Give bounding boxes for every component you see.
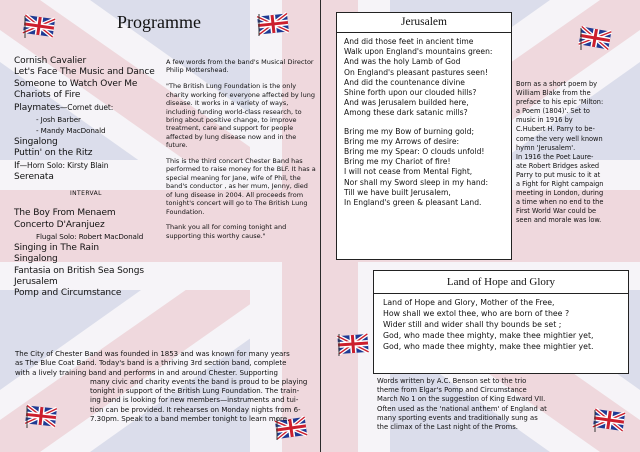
programme-item-note: —Horn Solo: Kirsty Blain — [19, 160, 109, 170]
poem-line: Bring me my Arrows of desire: — [344, 136, 460, 146]
union-jack-flag-icon — [256, 12, 290, 36]
union-jack-flag-icon — [578, 26, 612, 50]
note-line: a Poem (1804)'. Set to — [516, 107, 590, 116]
note-line: William Blake from the — [516, 89, 591, 98]
programme-soloist: - Mandy MacDonald — [36, 126, 106, 136]
poem-line: God, who made thee mighty, make thee mightier yet, — [383, 331, 594, 340]
page-fold-line — [320, 0, 321, 452]
poem-line: Till we have built Jerusalem, — [344, 187, 451, 197]
director-words — [166, 58, 316, 248]
note-line: music in 1916 by — [516, 116, 573, 125]
history-line: as The Blue Coat Band. Today's band is a thriving 3rd section band, complete — [15, 359, 287, 368]
programme-item: Cornish Cavalier — [14, 56, 87, 66]
poem-line: Among these dark satanic mills? — [344, 108, 468, 118]
programme-item: Serenata — [14, 172, 54, 183]
note-line: Born as a short poem by — [516, 80, 598, 88]
poem-line: In England's green & pleasant Land. — [344, 198, 482, 208]
programme-item: Let's Face The Music and Dance — [14, 67, 155, 78]
history-line: tonight in support of the British Lung Foundation. The train- — [90, 387, 300, 396]
poem-line: And did those feet in ancient time — [344, 37, 474, 46]
programme-item: Someone to Watch Over Me — [14, 78, 138, 89]
note-line: Parry to put music to it at — [516, 170, 601, 179]
director-paragraph: This is the third concert Chester Band has performed to raise money for the BLF. It has a special meaning for Jane, wife of Phil, the band's conductor , as her mum, Jenny, died of lung disease in 2004. All proceeds from tonight's concert will go to The British Lung Foundation. — [166, 157, 316, 216]
poem-line: Bring me my Spear: O clouds unfold! — [344, 147, 485, 157]
jerusalem-note — [516, 80, 630, 226]
poem-line: On England's pleasant pastures seen! — [344, 67, 488, 77]
director-paragraph: "The British Lung Foundation is the only charity working for everyone affected by lung disease. It works in a variety of ways, including funding world-class research, to bring about positive change, to improve treatment, care and support for people affected by lung disease now and in the future. — [166, 82, 315, 150]
poem-line: Land of Hope and Glory, Mother of the Free, — [383, 298, 555, 307]
jerusalem-box — [336, 12, 512, 260]
land-of-hope-poem — [374, 294, 628, 355]
note-line: hymn 'Jerusalem'. — [516, 143, 576, 152]
programme-title: Programme — [117, 12, 201, 32]
poem-line: Nor shall my Sword sleep in my hand: — [344, 177, 489, 187]
note-line: Often used as the 'national anthem' of England at — [377, 404, 547, 413]
programme-soloist: Flugal Solo: Robert MacDonald — [36, 232, 144, 242]
programme-item: If—Horn Solo: Kirsty Blain — [14, 160, 109, 171]
history-line: many civic and charity events the band is proud to be playing — [90, 377, 308, 386]
jerusalem-poem — [337, 33, 511, 212]
note-line: Words written by A.C. Benson set to the trio — [377, 377, 527, 385]
programme-item: Concerto D'Aranjuez — [14, 219, 105, 230]
history-line: with a lively training band and performs in and around Chester. Supporting — [15, 368, 278, 377]
programme-item: Singalong — [14, 254, 58, 265]
union-jack-flag-icon — [336, 332, 370, 356]
note-line: preface to his epic 'Milton: — [516, 98, 604, 107]
land-of-hope-title: Land of Hope and Glory — [374, 271, 628, 294]
director-paragraph: Thank you all for coming tonight and supporting this worthy cause." — [166, 223, 287, 240]
programme-item: Playmates—Cornet duet: — [14, 102, 114, 113]
note-line: March No 1 on the suggestion of King Edward VII. — [377, 395, 546, 404]
programme-item: Singing in The Rain — [14, 242, 99, 253]
land-of-hope-box — [373, 270, 629, 374]
programme-item: Pomp and Circumstance — [14, 288, 122, 299]
poem-line: And was the holy Lamb of God — [344, 57, 461, 67]
programme-item: Jerusalem — [14, 276, 58, 287]
note-line: theme from Elgar's Pomp and Circumstance — [377, 386, 527, 395]
programme-item: The Boy From Menaem — [14, 208, 116, 219]
poem-line: Bring me my Chariot of fire! — [344, 157, 451, 167]
note-line: In 1916 the Poet Laure- — [516, 152, 594, 161]
poem-line: Bring me my Bow of burning gold; — [344, 126, 475, 136]
history-line: tion can be provided. It rehearses on Monday nights from 6- — [90, 405, 301, 414]
programme-soloist: - Josh Barber — [36, 115, 81, 125]
programme-item: Chariots of Fire — [14, 90, 81, 101]
note-line: a Fight for Right campaign — [516, 180, 604, 189]
note-line: meeting in London, during — [516, 189, 604, 198]
note-line: ate Robert Bridges asked — [516, 161, 600, 170]
interval-label: INTERVAL — [70, 190, 102, 198]
note-line: First World War could be — [516, 207, 597, 216]
history-line: The City of Chester Band was founded in 1853 and was known for many years — [15, 350, 290, 358]
history-line: 7.30pm. Speak to a band member tonight to learn more. — [90, 415, 290, 424]
note-line: come the very well known — [516, 134, 603, 143]
programme-item: Singalong — [14, 136, 58, 147]
poem-line: How shall we extol thee, who are born of thee ? — [383, 309, 570, 318]
history-line: ing band is looking for new members—instruments and tui- — [90, 396, 299, 405]
programme-item: Fantasia on British Sea Songs — [14, 265, 144, 276]
director-intro: A few words from the band's Musical Director Philip Mottershead. — [166, 58, 314, 75]
note-line: a time when no end to the — [516, 198, 604, 207]
union-jack-flag-icon — [22, 14, 56, 38]
poem-line: Shine forth upon our clouded hills? — [344, 88, 477, 98]
note-line: the climax of the Last night of the Proms. — [377, 423, 518, 432]
programme-list — [14, 56, 164, 300]
poem-line: Wider still and wider shall thy bounds be set ; — [383, 320, 562, 329]
union-jack-flag-icon — [592, 408, 626, 432]
poem-line: I will not cease from Mental Fight, — [344, 167, 473, 177]
land-of-hope-note — [377, 377, 577, 432]
poem-line: Walk upon England's mountains green: — [344, 47, 493, 57]
programme-item-note: —Cornet duet: — [59, 102, 114, 112]
jerusalem-title: Jerusalem — [337, 13, 511, 33]
note-line: C.Hubert H. Parry to be- — [516, 125, 595, 134]
poem-line: And was Jerusalem builded here, — [344, 98, 469, 108]
poem-line: And did the countenance divine — [344, 77, 465, 87]
note-line: seen and morale was low. — [516, 216, 602, 225]
band-history — [15, 350, 315, 424]
programme-item: Puttin' on the Ritz — [14, 148, 93, 159]
poem-line: God, who made thee mighty, make thee mightier yet. — [383, 342, 594, 351]
note-line: many sporting events and traditionally sung as — [377, 413, 538, 422]
